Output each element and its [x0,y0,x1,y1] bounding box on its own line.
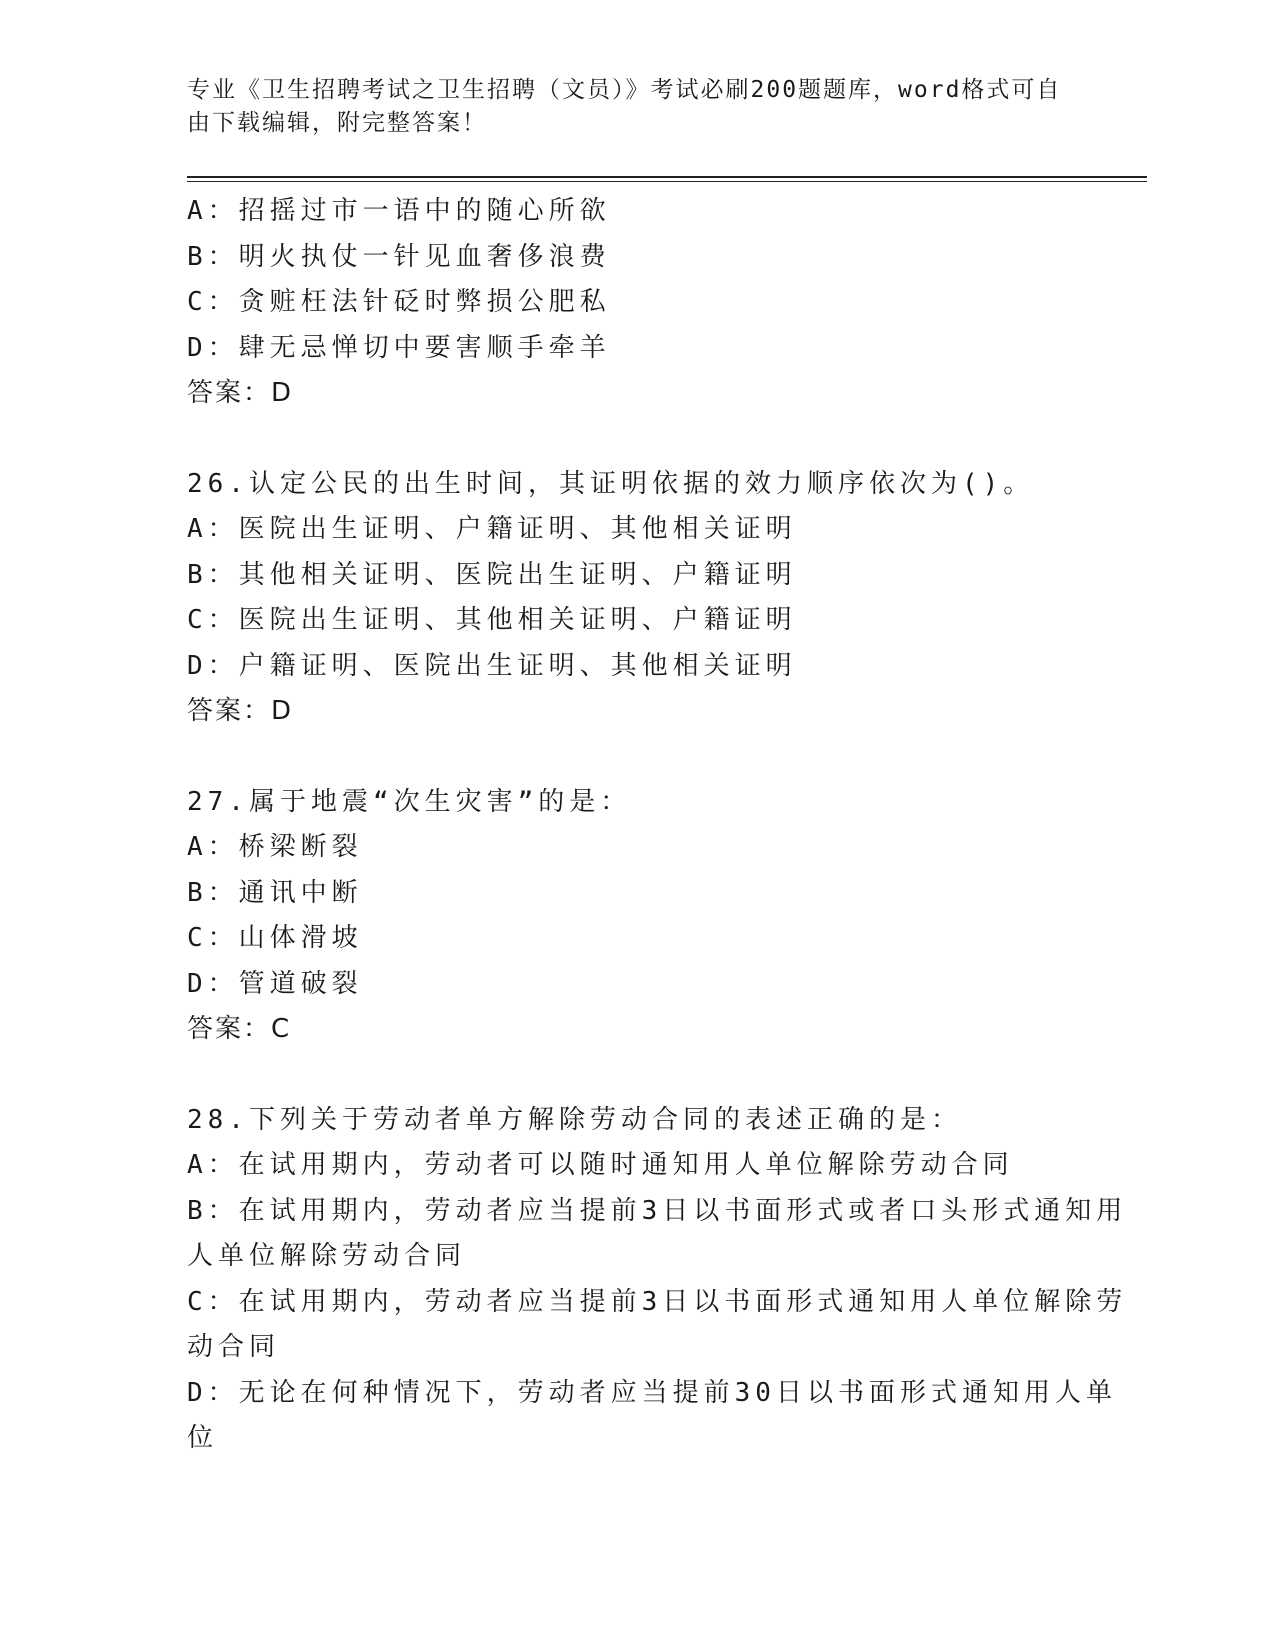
spacer [187,1053,1087,1098]
document-header [187,74,1077,140]
question-25 [187,189,1087,417]
option-c: C：贪赃枉法针砭时弊损公肥私 [187,287,611,317]
option-d: D：无论在何种情况下，劳动者应当提前30日以书面形式通知用人单 [187,1377,1117,1408]
option-a: A：医院出生证明、户籍证明、其他相关证明 [187,514,797,544]
option-c-continued: 动合同 [187,1332,281,1362]
question-list [187,189,1128,1462]
question-26 [187,462,1087,735]
option-b: B：明火执仗一针见血奢侈浪费 [187,241,611,272]
option-a: A：在试用期内，劳动者可以随时通知用人单位解除劳动合同 [187,1150,1014,1180]
header-divider-thick [187,176,1147,178]
question-text: 27.属于地震“次生灾害”的是： [187,786,632,817]
question-27 [187,780,1087,1053]
option-d: D：户籍证明、医院出生证明、其他相关证明 [187,650,797,681]
option-d: D：管道破裂 [187,968,363,999]
option-c: C：在试用期内，劳动者应当提前3日以书面形式通知用人单位解除劳 [187,1286,1128,1317]
option-b: B：其他相关证明、医院出生证明、户籍证明 [187,559,797,590]
answer: 答案：D [187,696,294,726]
answer: 答案：C [187,1014,292,1044]
header-divider-thin [187,181,1147,182]
option-b: B：在试用期内，劳动者应当提前3日以书面形式或者口头形式通知用 [187,1195,1128,1226]
option-d: D：肆无忌惮切中要害顺手牵羊 [187,332,611,363]
question-text: 26.认定公民的出生时间，其证明依据的效力顺序依次为()。 [187,468,1035,499]
header-line-1: 专业《卫生招聘考试之卫生招聘（文员）》考试必刷200题题库，word格式可自 [187,77,1062,103]
answer: 答案：D [187,378,294,408]
question-text: 28.下列关于劳动者单方解除劳动合同的表述正确的是： [187,1104,962,1135]
question-28 [187,1098,1128,1462]
option-d-continued: 位 [187,1423,219,1453]
option-b-continued: 人单位解除劳动合同 [187,1241,467,1271]
option-b: B：通讯中断 [187,877,363,908]
option-c: C：山体滑坡 [187,923,363,953]
header-line-2: 由下载编辑，附完整答案！ [187,110,487,136]
option-a: A：桥梁断裂 [187,832,363,862]
option-a: A：招摇过市一语中的随心所欲 [187,196,611,226]
option-c: C：医院出生证明、其他相关证明、户籍证明 [187,605,797,635]
spacer [187,735,1087,780]
spacer [187,417,1087,462]
